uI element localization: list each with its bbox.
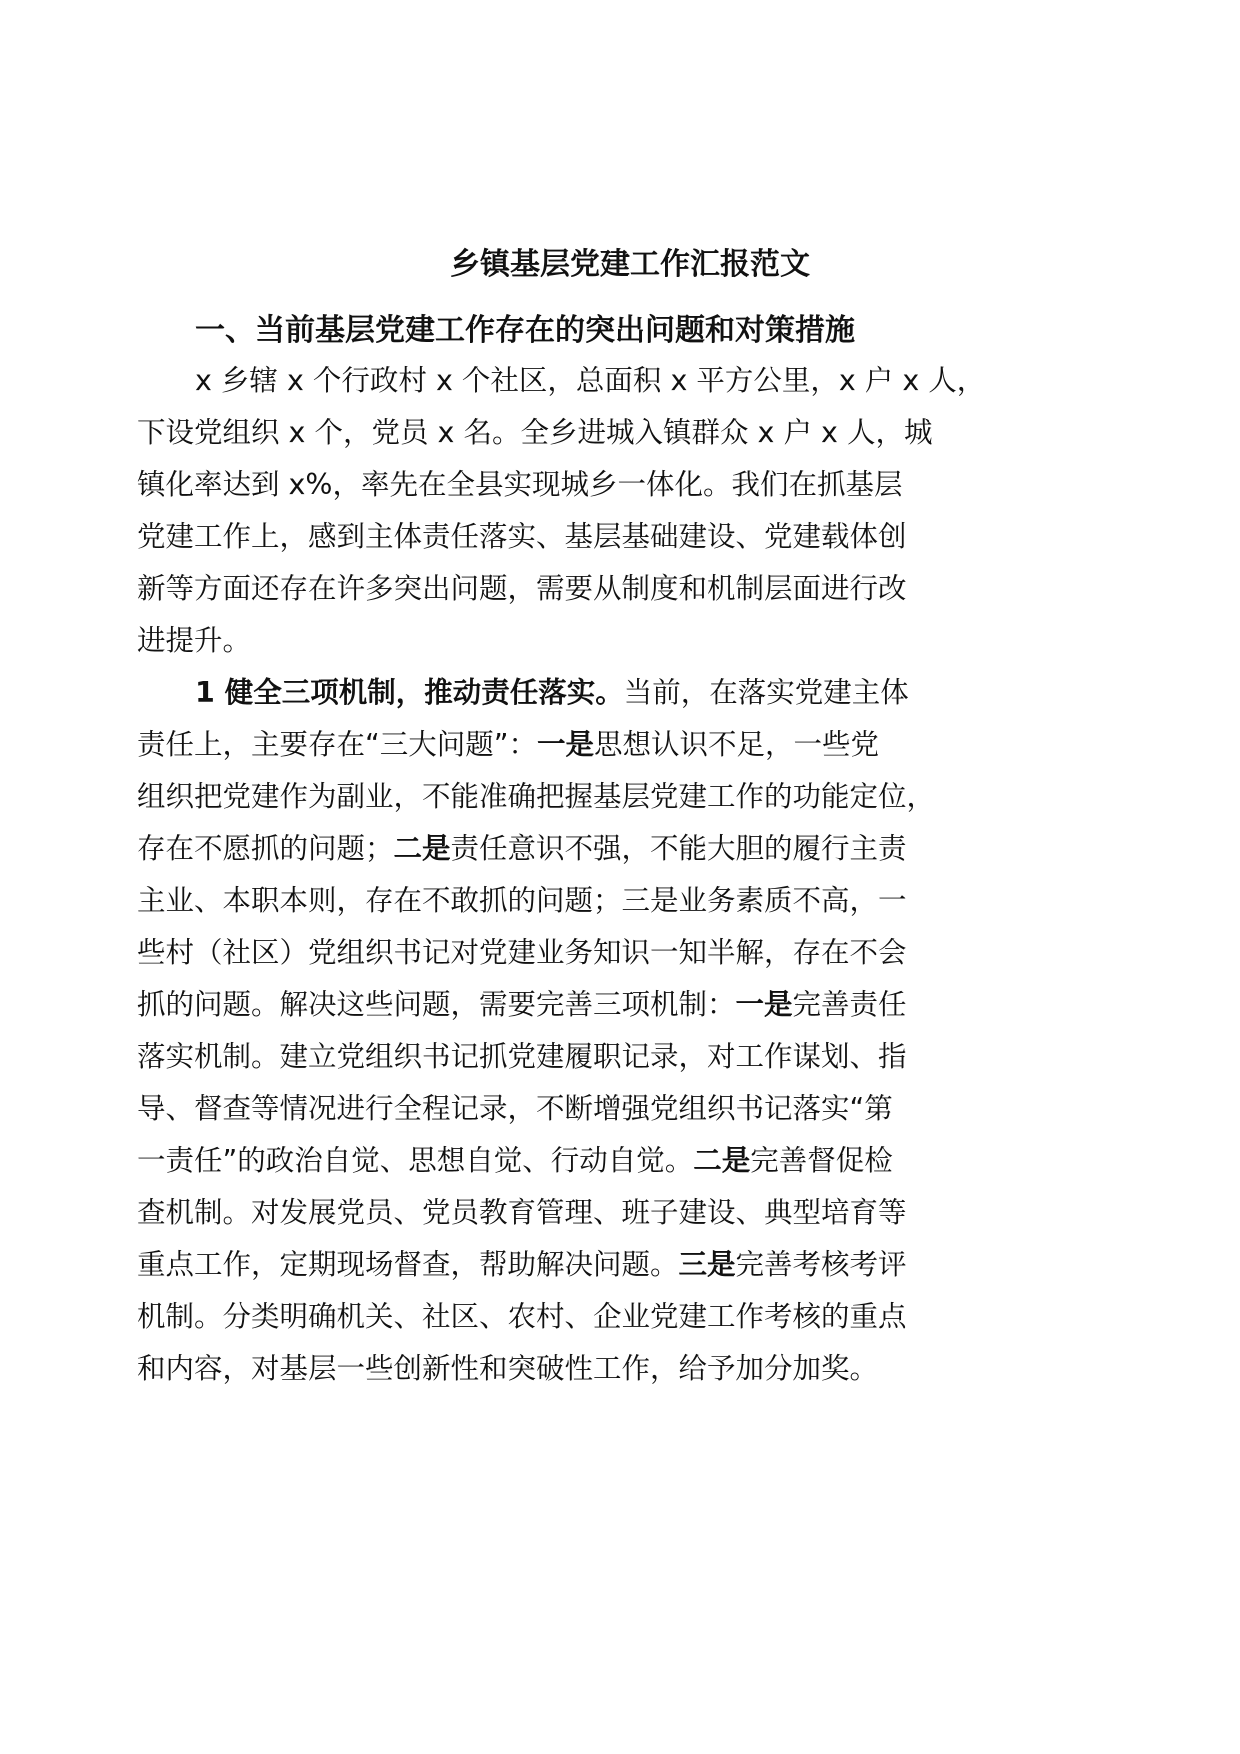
paragraph-line [137, 722, 879, 768]
subsection-heading: 1 健全三项机制，推动责任落实。 [195, 676, 624, 709]
text-run: 重点工作，定期现场督查，帮助解决问题。 [137, 1248, 679, 1281]
bold-marker: 二是 [693, 1144, 751, 1177]
paragraph-line: 党建工作上，感到主体责任落实、基层基础建设、党建载体创 [137, 520, 907, 553]
text-run: 一责任”的政治自觉、思想自觉、行动自觉。 [137, 1144, 694, 1177]
paragraph-line: 镇化率达到 x%，率先在全县实现城乡一体化。我们在抓基层 [137, 468, 903, 501]
paragraph-line [137, 982, 907, 1028]
paragraph-line: 主业、本职本则，存在不敢抓的问题；三是业务素质不高，一 [137, 884, 907, 917]
section-heading: 一、当前基层党建工作存在的突出问题和对策措施 [195, 313, 855, 348]
text-run: 抓的问题。解决这些问题，需要完善三项机制： [137, 988, 736, 1021]
bold-marker: 一是 [735, 988, 793, 1021]
paragraph-line: 进提升。 [137, 624, 252, 657]
paragraph-line: 查机制。对发展党员、党员教育管理、班子建设、典型培育等 [137, 1196, 907, 1229]
bold-marker: 一是 [537, 728, 595, 761]
paragraph-line [137, 1138, 893, 1184]
paragraph-line: 新等方面还存在许多突出问题，需要从制度和机制层面进行改 [137, 572, 907, 605]
paragraph-line [137, 1242, 907, 1288]
paragraph-line: 机制。分类明确机关、社区、农村、企业党建工作考核的重点 [137, 1300, 907, 1333]
text-run: 完善考核考评 [735, 1248, 907, 1281]
text-run: 完善督促检 [750, 1144, 893, 1177]
text-run: 责任上，主要存在“三大问题”： [137, 728, 538, 761]
document-title: 乡镇基层党建工作汇报范文 [450, 247, 810, 282]
text-run: 思想认识不足，一些党 [594, 728, 880, 761]
text-run: 存在不愿抓的问题； [137, 832, 394, 865]
text-run: 当前，在落实党建主体 [623, 676, 909, 709]
paragraph-line [137, 826, 907, 872]
text-run: 完善责任 [792, 988, 907, 1021]
paragraph-line: 导、督查等情况进行全程记录，不断增强党组织书记落实“第 [137, 1092, 893, 1125]
paragraph-line: 组织把党建作为副业，不能准确把握基层党建工作的功能定位， [137, 780, 936, 813]
text-run: 责任意识不强，不能大胆的履行主责 [450, 832, 907, 865]
paragraph-line: 下设党组织 x 个，党员 x 名。全乡进城入镇群众 x 户 x 人，城 [137, 416, 933, 449]
paragraph-line: 落实机制。建立党组织书记抓党建履职记录，对工作谋划、指 [137, 1040, 907, 1073]
paragraph-line: 和内容，对基层一些创新性和突破性工作，给予加分加奖。 [137, 1352, 879, 1385]
paragraph-line [195, 670, 909, 716]
bold-marker: 二是 [393, 832, 451, 865]
bold-marker: 三是 [678, 1248, 736, 1281]
paragraph-line: 些村（社区）党组织书记对党建业务知识一知半解，存在不会 [137, 936, 907, 969]
paragraph-line: x 乡辖 x 个行政村 x 个社区，总面积 x 平方公里，x 户 x 人， [195, 364, 986, 397]
